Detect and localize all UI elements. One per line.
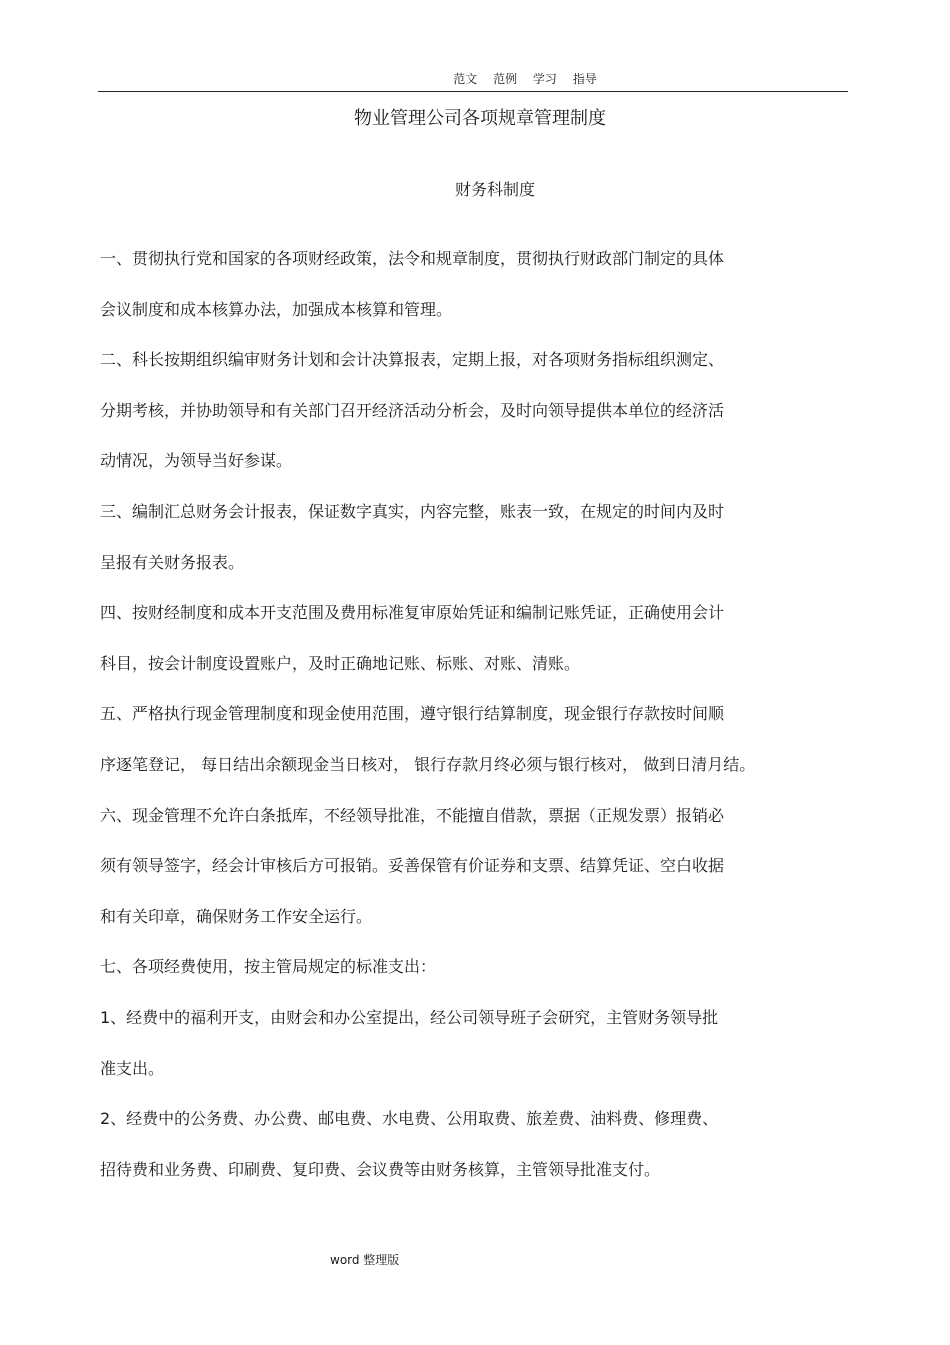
header-divider [98,91,848,92]
body-line: 招待费和业务费、印刷费、复印费、会议费等由财务核算，主管领导批准支付。 [100,1159,661,1179]
body-line: 五、严格执行现金管理制度和现金使用范围，遵守银行结算制度，现金银行存款按时间顺 [100,704,725,724]
body-line: 一、贯彻执行党和国家的各项财经政策，法令和规章制度，贯彻执行财政部门制定的具体 [100,249,725,268]
header-item: 指导 [572,72,597,86]
document-title: 物业管理公司各项规章管理制度 [354,108,606,129]
body-line: 动情况，为领导当好参谋。 [100,451,293,471]
body-line: 2、经费中的公务费、办公费、邮电费、水电费、公用取费、旅差费、油料费、修理费、 [100,1109,719,1129]
header-item: 范文 [453,72,478,86]
section-title: 财务科制度 [454,180,535,199]
body-line: 科目，按会计制度设置账户，及时正确地记账、标账、对账、清账。 [100,653,581,673]
body-line: 呈报有关财务报表。 [100,552,245,572]
body-line: 七、各项经费使用，按主管局规定的标准支出： [100,957,437,977]
body-line: 四、按财经制度和成本开支范围及费用标准复审原始凭证和编制记账凭证，正确使用会计 [100,603,725,623]
body-line: 三、编制汇总财务会计报表，保证数字真实，内容完整，账表一致，在规定的时间内及时 [100,501,725,521]
header-item: 学习 [532,72,557,86]
body-line: 六、现金管理不允许白条抵库，不经领导批准，不能擅自借款，票据（正规发票）报销必 [100,805,725,825]
body-line: 序逐笔登记， 每日结出余额现金当日核对， 银行存款月终必须与银行核对， 做到日清月结。 [100,754,756,774]
page-header [0,70,950,87]
page-footer: word 整理版 [330,1253,400,1267]
body-line: 和有关印章，确保财务工作安全运行。 [100,906,373,926]
body-line: 会议制度和成本核算办法，加强成本核算和管理。 [100,299,453,319]
body-line: 准支出。 [100,1058,165,1078]
body-line: 二、科长按期组织编审财务计划和会计决算报表，定期上报，对各项财务指标组织测定、 [100,350,725,370]
header-item: 范例 [493,72,518,86]
body-line: 分期考核，并协助领导和有关部门召开经济活动分析会，及时向领导提供本单位的经济活 [100,400,725,420]
document-body [100,246,860,1207]
body-line: 1、经费中的福利开支，由财会和办公室提出，经公司领导班子会研究，主管财务领导批 [100,1007,719,1027]
body-line: 须有领导签字，经会计审核后方可报销。妥善保管有价证券和支票、结算凭证、空白收据 [100,856,725,876]
